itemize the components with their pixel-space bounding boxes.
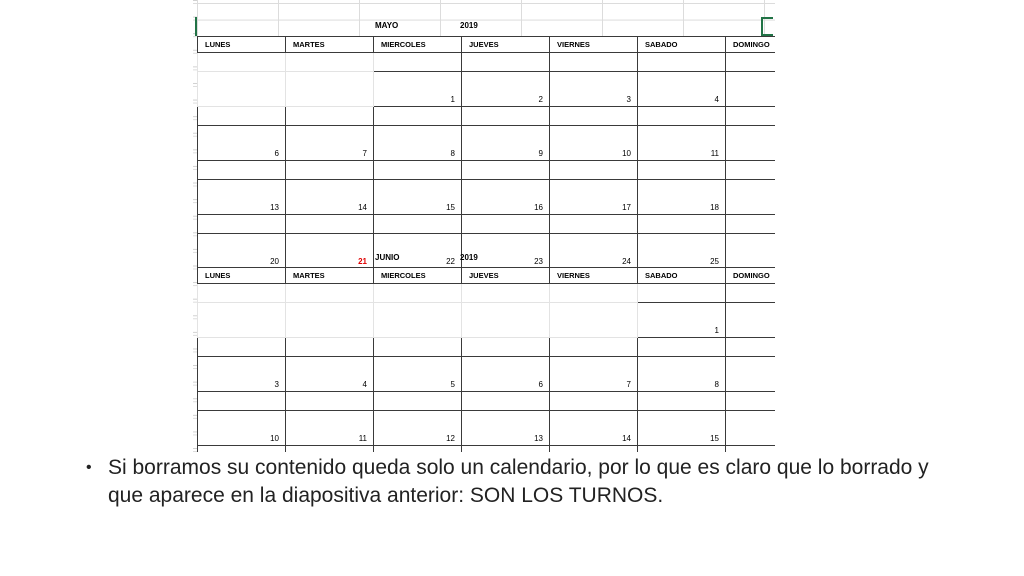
- spacer-row: [198, 392, 776, 411]
- spreadsheet-view: [193, 0, 775, 452]
- grid-cell[interactable]: [198, 53, 286, 72]
- day-cell[interactable]: [286, 303, 374, 338]
- grid-cell[interactable]: [638, 53, 726, 72]
- grid-cell[interactable]: [462, 392, 550, 411]
- day-cell[interactable]: 11: [638, 126, 726, 161]
- grid-cell[interactable]: [462, 338, 550, 357]
- day-cell[interactable]: [726, 303, 776, 338]
- calendar-june: [197, 267, 775, 452]
- grid-cell[interactable]: [286, 215, 374, 234]
- caption-text: Si borramos su contenido queda solo un calendario, por lo que es claro que lo borrado y que aparece en la diapositiva anterior: SON LOS TURNOS.: [108, 456, 929, 507]
- grid-cell[interactable]: [286, 107, 374, 126]
- grid-cell[interactable]: [286, 446, 374, 453]
- grid-cell[interactable]: [462, 161, 550, 180]
- day-cell[interactable]: [726, 234, 776, 269]
- grid-cell[interactable]: [374, 284, 462, 303]
- weekday-header[interactable]: DOMINGO: [726, 268, 776, 284]
- grid-cell[interactable]: [198, 161, 286, 180]
- day-cell[interactable]: [198, 303, 286, 338]
- grid-cell[interactable]: [550, 215, 638, 234]
- year-title-june: 2019: [460, 253, 478, 262]
- grid-cell[interactable]: [550, 338, 638, 357]
- grid-cell[interactable]: [638, 107, 726, 126]
- day-cell[interactable]: 15: [374, 180, 462, 215]
- weekday-header[interactable]: MIERCOLES: [374, 268, 462, 284]
- day-cell[interactable]: 8: [638, 357, 726, 392]
- day-cell[interactable]: [726, 411, 776, 446]
- grid-cell[interactable]: [374, 446, 462, 453]
- grid-cell[interactable]: [286, 392, 374, 411]
- day-cell[interactable]: [726, 180, 776, 215]
- grid-cell[interactable]: [550, 392, 638, 411]
- weekday-header[interactable]: LUNES: [198, 268, 286, 284]
- grid-cell[interactable]: [462, 53, 550, 72]
- grid-cell[interactable]: [638, 215, 726, 234]
- grid-cell[interactable]: [462, 446, 550, 453]
- week-row: [198, 180, 776, 215]
- week-row: [198, 126, 776, 161]
- day-cell[interactable]: 7: [286, 126, 374, 161]
- day-cell[interactable]: 12: [374, 411, 462, 446]
- day-cell[interactable]: [726, 126, 776, 161]
- day-cell[interactable]: 4: [286, 357, 374, 392]
- grid-cell[interactable]: [286, 161, 374, 180]
- slide-caption: [86, 454, 946, 510]
- spacer-row: [198, 215, 776, 234]
- day-cell[interactable]: 18: [638, 180, 726, 215]
- day-cell[interactable]: [198, 72, 286, 107]
- day-cell[interactable]: 22: [374, 234, 462, 269]
- week-row: [198, 234, 776, 269]
- grid-cell[interactable]: [726, 392, 776, 411]
- day-cell[interactable]: 20: [198, 234, 286, 269]
- day-cell[interactable]: 6: [462, 357, 550, 392]
- day-cell[interactable]: 24: [550, 234, 638, 269]
- spacer-row: [198, 107, 776, 126]
- grid-cell[interactable]: [198, 338, 286, 357]
- grid-cell[interactable]: [726, 338, 776, 357]
- grid-cell[interactable]: [638, 284, 726, 303]
- grid-cell[interactable]: [374, 215, 462, 234]
- grid-cell[interactable]: [198, 215, 286, 234]
- weekday-header[interactable]: MARTES: [286, 37, 374, 53]
- grid-cell[interactable]: [374, 392, 462, 411]
- grid-cell[interactable]: [374, 161, 462, 180]
- weekday-header[interactable]: SABADO: [638, 37, 726, 53]
- grid-cell[interactable]: [550, 107, 638, 126]
- day-cell[interactable]: 25: [638, 234, 726, 269]
- weekday-header[interactable]: JUEVES: [462, 268, 550, 284]
- grid-cell[interactable]: [550, 284, 638, 303]
- weekday-header-row: [198, 268, 776, 284]
- grid-cell[interactable]: [638, 392, 726, 411]
- day-cell[interactable]: [374, 303, 462, 338]
- day-cell[interactable]: 13: [462, 411, 550, 446]
- day-cell[interactable]: 23: [462, 234, 550, 269]
- weekday-header[interactable]: VIERNES: [550, 268, 638, 284]
- grid-cell[interactable]: [198, 284, 286, 303]
- day-cell[interactable]: [726, 357, 776, 392]
- day-cell[interactable]: 10: [550, 126, 638, 161]
- grid-cell[interactable]: [286, 53, 374, 72]
- grid-cell[interactable]: [638, 161, 726, 180]
- grid-cell[interactable]: [550, 161, 638, 180]
- grid-cell[interactable]: [550, 53, 638, 72]
- grid-cell[interactable]: [198, 107, 286, 126]
- week-row: [198, 303, 776, 338]
- weekday-header[interactable]: MIERCOLES: [374, 37, 462, 53]
- day-cell[interactable]: 6: [198, 126, 286, 161]
- grid-cell[interactable]: [286, 338, 374, 357]
- weekday-header[interactable]: DOMINGO: [726, 37, 776, 53]
- day-cell[interactable]: 11: [286, 411, 374, 446]
- weekday-header[interactable]: LUNES: [198, 37, 286, 53]
- bullet-icon: •: [86, 459, 92, 476]
- spacer-row: [198, 284, 776, 303]
- grid-cell[interactable]: [198, 446, 286, 453]
- day-cell[interactable]: 7: [550, 357, 638, 392]
- spacer-row: [198, 161, 776, 180]
- week-row: [198, 72, 776, 107]
- grid-cell[interactable]: [726, 284, 776, 303]
- spacer-row: [198, 338, 776, 357]
- month-title-may: MAYO: [375, 21, 399, 30]
- day-cell[interactable]: 5: [374, 357, 462, 392]
- day-cell[interactable]: 14: [550, 411, 638, 446]
- day-cell[interactable]: [462, 303, 550, 338]
- selected-cell-right-edge[interactable]: [761, 17, 773, 36]
- grid-cell[interactable]: [638, 446, 726, 453]
- day-cell[interactable]: [550, 303, 638, 338]
- grid-cell[interactable]: [198, 392, 286, 411]
- weekday-header[interactable]: MARTES: [286, 268, 374, 284]
- weekday-header[interactable]: JUEVES: [462, 37, 550, 53]
- grid-cell[interactable]: [638, 338, 726, 357]
- grid-cell[interactable]: [374, 107, 462, 126]
- day-cell[interactable]: 8: [374, 126, 462, 161]
- day-cell[interactable]: 4: [638, 72, 726, 107]
- weekday-header-row: [198, 37, 776, 53]
- day-cell[interactable]: 15: [638, 411, 726, 446]
- weekday-header[interactable]: SABADO: [638, 268, 726, 284]
- day-cell[interactable]: 17: [550, 180, 638, 215]
- grid-cell[interactable]: [286, 284, 374, 303]
- day-cell[interactable]: 10: [198, 411, 286, 446]
- year-title-may: 2019: [460, 21, 478, 30]
- spacer-row: [198, 446, 776, 453]
- grid-cell[interactable]: [462, 284, 550, 303]
- weekday-header[interactable]: VIERNES: [550, 37, 638, 53]
- day-cell[interactable]: 16: [462, 180, 550, 215]
- grid-cell[interactable]: [726, 161, 776, 180]
- month-title-june: JUNIO: [375, 253, 400, 262]
- grid-cell[interactable]: [374, 338, 462, 357]
- day-cell[interactable]: 3: [550, 72, 638, 107]
- day-cell[interactable]: 21: [286, 234, 374, 269]
- week-row: [198, 357, 776, 392]
- selected-cell-left-edge[interactable]: [195, 17, 198, 36]
- grid-cell[interactable]: [374, 53, 462, 72]
- day-cell[interactable]: 9: [462, 126, 550, 161]
- grid-cell[interactable]: [726, 53, 776, 72]
- day-cell[interactable]: [726, 72, 776, 107]
- grid-cell[interactable]: [462, 215, 550, 234]
- day-cell[interactable]: 1: [638, 303, 726, 338]
- spacer-row: [198, 53, 776, 72]
- day-cell[interactable]: 1: [374, 72, 462, 107]
- grid-cell[interactable]: [462, 107, 550, 126]
- day-cell[interactable]: 13: [198, 180, 286, 215]
- day-cell[interactable]: 2: [462, 72, 550, 107]
- grid-cell[interactable]: [726, 215, 776, 234]
- grid-cell[interactable]: [550, 446, 638, 453]
- day-cell[interactable]: [286, 72, 374, 107]
- day-cell[interactable]: 3: [198, 357, 286, 392]
- day-cell[interactable]: 14: [286, 180, 374, 215]
- week-row: [198, 411, 776, 446]
- grid-cell[interactable]: [726, 107, 776, 126]
- grid-cell[interactable]: [726, 446, 776, 453]
